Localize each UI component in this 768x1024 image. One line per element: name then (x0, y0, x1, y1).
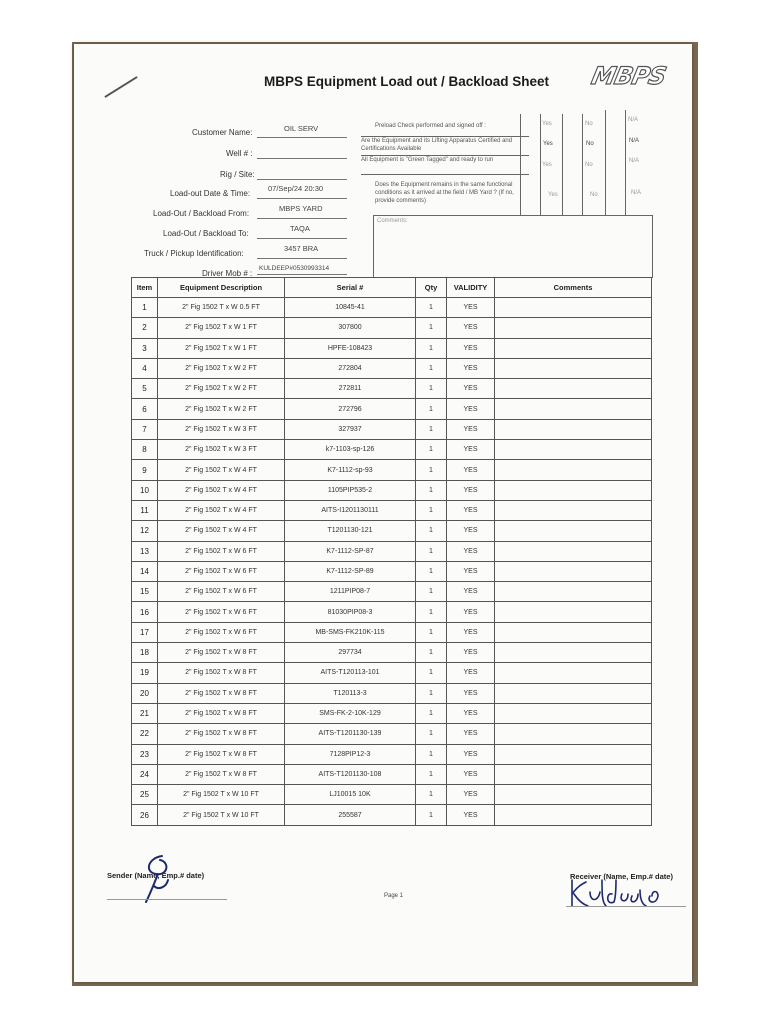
serial-cell: SMS-FK-2-10K-129 (285, 703, 416, 723)
load-out-date-label: Load-out Date & Time: (170, 189, 251, 198)
table-row (132, 358, 652, 378)
validity-cell: YES (447, 338, 495, 358)
description-cell: 2" Fig 1502 T x W 6 FT (158, 561, 285, 581)
comments-cell (495, 298, 652, 318)
serial-cell: AITS-T1201130-139 (285, 724, 416, 744)
qty-cell: 1 (416, 338, 447, 358)
q2-na-option: N/A (629, 138, 640, 144)
comments-cell (495, 643, 652, 663)
table-row (132, 602, 652, 622)
serial-cell: K7-1112-sp-93 (285, 460, 416, 480)
serial-cell: 10845-41 (285, 298, 416, 318)
q4-yes-option: Yes (548, 192, 558, 198)
description-cell: 2" Fig 1502 T x W 4 FT (158, 480, 285, 500)
validity-cell: YES (447, 785, 495, 805)
item-cell: 11 (132, 500, 158, 520)
qty-cell: 1 (416, 379, 447, 399)
item-cell: 19 (132, 663, 158, 683)
serial-cell: 255587 (285, 805, 416, 825)
description-cell: 2" Fig 1502 T x W 3 FT (158, 419, 285, 439)
qty-cell: 1 (416, 318, 447, 338)
validity-cell: YES (447, 460, 495, 480)
table-row (132, 338, 652, 358)
validity-cell: YES (447, 561, 495, 581)
qty-cell: 1 (416, 480, 447, 500)
load-out-from-value: MBPS YARD (279, 204, 323, 213)
load-out-to-value: TAQA (290, 224, 310, 233)
description-cell: 2" Fig 1502 T x W 8 FT (158, 643, 285, 663)
q2-no-option: No (586, 141, 594, 147)
item-cell: 1 (132, 298, 158, 318)
table-body (132, 298, 652, 826)
item-cell: 22 (132, 724, 158, 744)
description-column-header: Equipment Description (158, 278, 285, 298)
qty-cell: 1 (416, 561, 447, 581)
table-row (132, 440, 652, 460)
serial-cell: 272811 (285, 379, 416, 399)
qty-cell: 1 (416, 440, 447, 460)
table-row (132, 561, 652, 581)
rig-site-line (257, 179, 347, 180)
comments-cell (495, 541, 652, 561)
truck-id-label: Truck / Pickup Identification: (144, 249, 244, 258)
description-cell: 2" Fig 1502 T x W 1 FT (158, 338, 285, 358)
table-row (132, 298, 652, 318)
serial-cell: T120113-3 (285, 683, 416, 703)
item-cell: 24 (132, 764, 158, 784)
qty-cell: 1 (416, 500, 447, 520)
comments-column-header: Comments (495, 278, 652, 298)
qty-cell: 1 (416, 663, 447, 683)
driver-mob-line (257, 274, 347, 275)
validity-cell: YES (447, 724, 495, 744)
item-cell: 18 (132, 643, 158, 663)
sender-signature-line (107, 899, 227, 900)
page-title: MBPS Equipment Load out / Backload Sheet (264, 74, 550, 89)
item-column-header: Item (132, 278, 158, 298)
item-cell: 3 (132, 338, 158, 358)
description-cell: 2" Fig 1502 T x W 1 FT (158, 318, 285, 338)
driver-mob-label: Driver Mob # : (202, 269, 253, 278)
driver-mob-value: KULDEEP#0530993314 (259, 265, 330, 272)
qty-cell: 1 (416, 399, 447, 419)
item-cell: 5 (132, 379, 158, 399)
description-cell: 2" Fig 1502 T x W 6 FT (158, 622, 285, 642)
description-cell: 2" Fig 1502 T x W 2 FT (158, 399, 285, 419)
table-row (132, 663, 652, 683)
description-cell: 2" Fig 1502 T x W 10 FT (158, 785, 285, 805)
item-cell: 2 (132, 318, 158, 338)
validity-cell: YES (447, 318, 495, 338)
comments-cell (495, 440, 652, 460)
checklist-grid-line (605, 110, 606, 215)
comments-cell (495, 582, 652, 602)
table-row (132, 683, 652, 703)
equipment-table (131, 277, 652, 826)
validity-cell: YES (447, 541, 495, 561)
table-row (132, 379, 652, 399)
table-row (132, 622, 652, 642)
checklist-divider (361, 174, 529, 175)
q4-na-option: N/A (631, 190, 642, 196)
item-cell: 13 (132, 541, 158, 561)
description-cell: 2" Fig 1502 T x W 3 FT (158, 440, 285, 460)
comments-cell (495, 683, 652, 703)
validity-cell: YES (447, 663, 495, 683)
comments-cell (495, 561, 652, 581)
validity-cell: YES (447, 500, 495, 520)
description-cell: 2" Fig 1502 T x W 4 FT (158, 460, 285, 480)
validity-cell: YES (447, 480, 495, 500)
serial-column-header: Serial # (285, 278, 416, 298)
comments-cell (495, 764, 652, 784)
load-out-sheet (74, 44, 692, 982)
q2-yes-option: Yes (543, 141, 553, 147)
well-line (257, 158, 347, 159)
checklist-grid-line (562, 114, 563, 215)
qty-cell: 1 (416, 683, 447, 703)
comments-cell (495, 622, 652, 642)
customer-name-value: OIL SERV (284, 124, 319, 133)
table-row (132, 521, 652, 541)
comments-cell (495, 419, 652, 439)
validity-cell: YES (447, 744, 495, 764)
description-cell: 2" Fig 1502 T x W 8 FT (158, 764, 285, 784)
comments-cell (495, 338, 652, 358)
q3-na-option: N/A (629, 158, 640, 164)
table-row (132, 703, 652, 723)
comments-cell (495, 480, 652, 500)
validity-cell: YES (447, 419, 495, 439)
q3-no-option: No (585, 162, 593, 168)
description-cell: 2" Fig 1502 T x W 2 FT (158, 358, 285, 378)
comments-cell (495, 500, 652, 520)
table-row (132, 318, 652, 338)
table-row (132, 582, 652, 602)
validity-cell: YES (447, 582, 495, 602)
qty-cell: 1 (416, 643, 447, 663)
validity-cell: YES (447, 399, 495, 419)
checklist-divider (361, 155, 529, 156)
comments-cell (495, 602, 652, 622)
serial-cell: AITS-T1201130-108 (285, 764, 416, 784)
item-cell: 7 (132, 419, 158, 439)
checklist-grid-line (520, 114, 521, 215)
qty-cell: 1 (416, 805, 447, 825)
item-cell: 20 (132, 683, 158, 703)
validity-cell: YES (447, 703, 495, 723)
qty-cell: 1 (416, 358, 447, 378)
item-cell: 12 (132, 521, 158, 541)
item-cell: 17 (132, 622, 158, 642)
item-cell: 15 (132, 582, 158, 602)
load-out-to-line (257, 238, 347, 239)
validity-cell: YES (447, 683, 495, 703)
serial-cell: K7-1112-SP-87 (285, 541, 416, 561)
comments-cell (495, 805, 652, 825)
serial-cell: MB-SMS-FK210K-115 (285, 622, 416, 642)
description-cell: 2" Fig 1502 T x W 10 FT (158, 805, 285, 825)
comments-cell (495, 663, 652, 683)
load-out-date-value: 07/Sep/24 20:30 (268, 184, 324, 193)
validity-cell: YES (447, 805, 495, 825)
item-cell: 25 (132, 785, 158, 805)
validity-cell: YES (447, 440, 495, 460)
q3-yes-option: Yes (542, 162, 552, 168)
serial-cell: LJ10015 10K (285, 785, 416, 805)
qty-cell: 1 (416, 744, 447, 764)
load-out-from-line (257, 218, 347, 219)
load-out-date-line (257, 198, 347, 199)
truck-id-value: 3457 BRA (284, 244, 319, 253)
item-cell: 21 (132, 703, 158, 723)
serial-cell: HPFE-108423 (285, 338, 416, 358)
receiver-label: Receiver (Name, Emp.# date) (570, 872, 673, 881)
description-cell: 2" Fig 1502 T x W 6 FT (158, 602, 285, 622)
serial-cell: 1211PIP08-7 (285, 582, 416, 602)
item-cell: 4 (132, 358, 158, 378)
table-row (132, 480, 652, 500)
table-header-row (132, 278, 652, 298)
comments-cell (495, 744, 652, 764)
table-row (132, 744, 652, 764)
table-row (132, 399, 652, 419)
comments-cell (495, 358, 652, 378)
table-row (132, 785, 652, 805)
sender-signature (132, 850, 192, 906)
qty-cell: 1 (416, 582, 447, 602)
item-cell: 16 (132, 602, 158, 622)
comments-cell (495, 521, 652, 541)
receiver-signature-line (566, 906, 686, 907)
checklist-q2: Are the Equipment and its Lifting Apparatus Certified and Certifications Available (361, 138, 513, 152)
serial-cell: 297734 (285, 643, 416, 663)
comments-label: Comments: (377, 218, 408, 224)
item-cell: 9 (132, 460, 158, 480)
serial-cell: 307800 (285, 318, 416, 338)
qty-cell: 1 (416, 541, 447, 561)
load-out-to-label: Load-Out / Backload To: (163, 229, 249, 238)
qty-cell: 1 (416, 764, 447, 784)
comments-cell (495, 318, 652, 338)
qty-cell: 1 (416, 521, 447, 541)
description-cell: 2" Fig 1502 T x W 8 FT (158, 683, 285, 703)
validity-cell: YES (447, 358, 495, 378)
qty-cell: 1 (416, 724, 447, 744)
table-row (132, 764, 652, 784)
item-cell: 10 (132, 480, 158, 500)
item-cell: 8 (132, 440, 158, 460)
comments-cell (495, 785, 652, 805)
serial-cell: 81030PIP08-3 (285, 602, 416, 622)
validity-cell: YES (447, 379, 495, 399)
q1-no-option: No (585, 121, 593, 127)
table-row (132, 500, 652, 520)
description-cell: 2" Fig 1502 T x W 4 FT (158, 521, 285, 541)
table-row (132, 419, 652, 439)
item-cell: 23 (132, 744, 158, 764)
description-cell: 2" Fig 1502 T x W 6 FT (158, 541, 285, 561)
qty-cell: 1 (416, 703, 447, 723)
validity-cell: YES (447, 298, 495, 318)
mbps-logo: MBPS (589, 62, 669, 90)
description-cell: 2" Fig 1502 T x W 0.5 FT (158, 298, 285, 318)
serial-cell: AITS-I1201130111 (285, 500, 416, 520)
description-cell: 2" Fig 1502 T x W 8 FT (158, 724, 285, 744)
comments-box (373, 215, 653, 278)
serial-cell: T1201130-121 (285, 521, 416, 541)
description-cell: 2" Fig 1502 T x W 4 FT (158, 500, 285, 520)
table-row (132, 643, 652, 663)
sender-label: Sender (Name, Emp.# date) (107, 871, 205, 880)
validity-cell: YES (447, 521, 495, 541)
table-row (132, 541, 652, 561)
description-cell: 2" Fig 1502 T x W 2 FT (158, 379, 285, 399)
checklist-q4: Does the Equipment remains in the same functional conditions as it arrived at the field / MB Yard ? (If no, provide comments) (375, 182, 514, 204)
qty-cell: 1 (416, 419, 447, 439)
checklist-grid-line (540, 114, 541, 215)
rig-site-label: Rig / Site: (220, 170, 255, 179)
customer-name-label: Customer Name: (192, 128, 253, 137)
page-number: Page 1 (384, 893, 404, 899)
qty-cell: 1 (416, 460, 447, 480)
item-cell: 26 (132, 805, 158, 825)
q1-yes-option: Yes (542, 121, 552, 127)
table-row (132, 724, 652, 744)
serial-cell: K7-1112-SP-89 (285, 561, 416, 581)
serial-cell: 272796 (285, 399, 416, 419)
qty-cell: 1 (416, 622, 447, 642)
comments-cell (495, 703, 652, 723)
item-cell: 6 (132, 399, 158, 419)
qty-column-header: Qty (416, 278, 447, 298)
serial-cell: 1105PIP535-2 (285, 480, 416, 500)
serial-cell: k7-1103-sp-126 (285, 440, 416, 460)
validity-cell: YES (447, 622, 495, 642)
comments-cell (495, 724, 652, 744)
table-row (132, 460, 652, 480)
validity-cell: YES (447, 602, 495, 622)
truck-id-line (257, 258, 347, 259)
checklist-grid-line (582, 114, 583, 215)
serial-cell: 7128PIP12-3 (285, 744, 416, 764)
load-out-from-label: Load-Out / Backload From: (153, 209, 250, 218)
validity-column-header: VALIDITY (447, 278, 495, 298)
comments-cell (495, 460, 652, 480)
description-cell: 2" Fig 1502 T x W 6 FT (158, 582, 285, 602)
pen-mark (104, 76, 137, 98)
serial-cell: 327937 (285, 419, 416, 439)
qty-cell: 1 (416, 785, 447, 805)
description-cell: 2" Fig 1502 T x W 8 FT (158, 744, 285, 764)
item-cell: 14 (132, 561, 158, 581)
customer-name-line (257, 137, 347, 138)
qty-cell: 1 (416, 602, 447, 622)
checklist-divider (361, 136, 529, 137)
serial-cell: AITS-T120113-101 (285, 663, 416, 683)
validity-cell: YES (447, 643, 495, 663)
checklist-q3: All Equipment is "Green Tagged" and ready to run (361, 157, 494, 163)
q4-no-option: No (590, 192, 598, 198)
comments-cell (495, 379, 652, 399)
validity-cell: YES (447, 764, 495, 784)
qty-cell: 1 (416, 298, 447, 318)
q1-na-option: N/A (628, 117, 639, 123)
checklist-grid-line (625, 110, 626, 215)
serial-cell: 272804 (285, 358, 416, 378)
description-cell: 2" Fig 1502 T x W 8 FT (158, 663, 285, 683)
table-row (132, 805, 652, 825)
checklist-q1: Preload Check performed and signed off : (375, 123, 486, 129)
comments-cell (495, 399, 652, 419)
description-cell: 2" Fig 1502 T x W 8 FT (158, 703, 285, 723)
well-label: Well # : (226, 149, 253, 158)
